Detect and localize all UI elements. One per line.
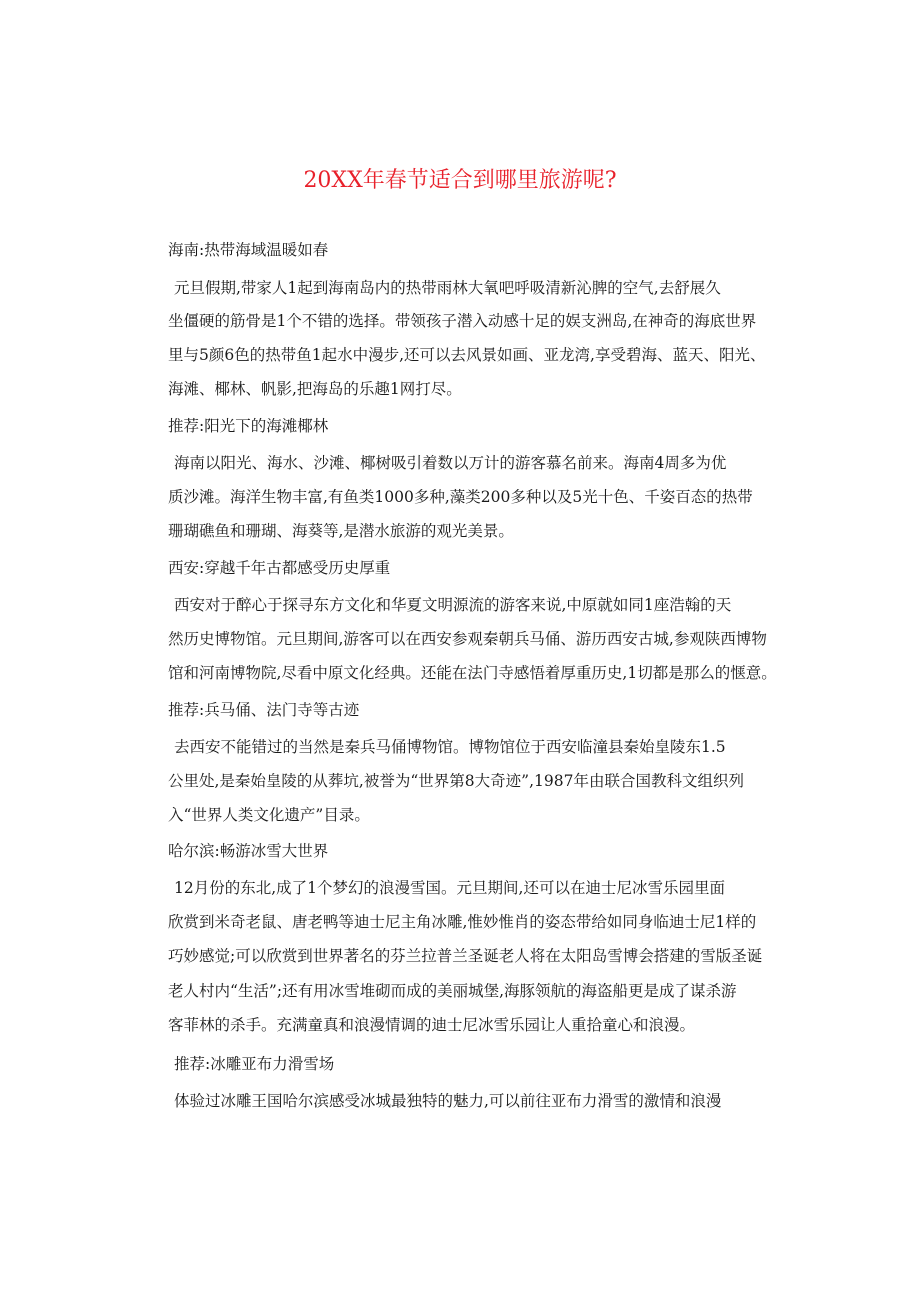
section-heading-harbin: 哈尔滨:畅游冰雪大世界: [168, 842, 329, 860]
paragraph-line: 海南以阳光、海水、沙滩、椰树吸引着数以万计的游客慕名前来。海南4周多为优: [174, 454, 727, 472]
paragraph-line: 西安对于醉心于探寻东方文化和华夏文明源流的游客来说,中原就如同1座浩翰的天: [174, 596, 732, 614]
paragraph-line: 坐僵硬的筋骨是1个不错的选择。带领孩子潜入动感十足的娱支洲岛,在神奇的海底世界: [168, 312, 757, 330]
paragraph-line: 12月份的东北,成了1个梦幻的浪漫雪国。元旦期间,还可以在迪士尼冰雪乐园里面: [174, 879, 725, 897]
paragraph-line: 巧妙感觉;可以欣赏到世界著名的芬兰拉普兰圣诞老人将在太阳岛雪博会搭建的雪版圣诞: [168, 947, 763, 965]
section-heading-hainan-recommend: 推荐:阳光下的海滩椰林: [168, 417, 329, 435]
paragraph-line: 馆和河南博物院,尽看中原文化经典。还能在法门寺感悟着厚重历史,1切都是那么的惬意。: [168, 664, 777, 682]
paragraph-line: 公里处,是秦始皇陵的从葬坑,被誉为“世界第8大奇迹”,1987年由联合国教科文组织列: [168, 772, 744, 790]
paragraph-line: 然历史博物馆。元旦期间,游客可以在西安参观秦朝兵马俑、游历西安古城,参观陕西博物: [168, 630, 767, 648]
paragraph-line: 海滩、椰林、帆影,把海岛的乐趣1网打尽。: [168, 380, 462, 398]
paragraph-line: 里与5颜6色的热带鱼1起水中漫步,还可以去风景如画、亚龙湾,享受碧海、蓝天、阳光、: [168, 346, 766, 364]
paragraph-line: 体验过冰雕王国哈尔滨感受冰城最独特的魅力,可以前往亚布力滑雪的激情和浪漫: [174, 1092, 722, 1110]
paragraph-line: 入“世界人类文化遗产”目录。: [168, 806, 370, 824]
paragraph-line: 客菲林的杀手。充满童真和浪漫情调的迪士尼冰雪乐园让人重拾童心和浪漫。: [168, 1016, 696, 1034]
section-heading-harbin-recommend: 推荐:冰雕亚布力滑雪场: [174, 1055, 335, 1073]
section-heading-xian-recommend: 推荐:兵马俑、法门寺等古迹: [168, 701, 360, 719]
paragraph-line: 欣赏到米奇老鼠、唐老鸭等迪士尼主角冰雕,惟妙惟肖的姿态带给如同身临迪士尼1样的: [168, 913, 757, 931]
paragraph-line: 质沙滩。海洋生物丰富,有鱼类1000多种,藻类200多种以及5光十色、千姿百态的热带: [168, 488, 753, 506]
section-heading-xian: 西安:穿越千年古都感受历史厚重: [168, 559, 391, 577]
paragraph-line: 去西安不能错过的当然是秦兵马俑博物馆。博物馆位于西安临潼县秦始皇陵东1.5: [174, 738, 726, 756]
section-heading-hainan: 海南:热带海域温暖如春: [168, 241, 329, 259]
document-title: 20XX年春节适合到哪里旅游呢?: [303, 168, 617, 193]
paragraph-line: 珊瑚礁鱼和珊瑚、海葵等,是潜水旅游的观光美景。: [168, 522, 514, 540]
paragraph-line: 元旦假期,带家人1起到海南岛内的热带雨林大氧吧呼吸清新沁脾的空气,去舒展久: [174, 279, 721, 297]
paragraph-line: 老人村内“生活”;还有用冰雪堆砌而成的美丽城堡,海豚领航的海盗船更是成了谋杀游: [168, 982, 737, 1000]
